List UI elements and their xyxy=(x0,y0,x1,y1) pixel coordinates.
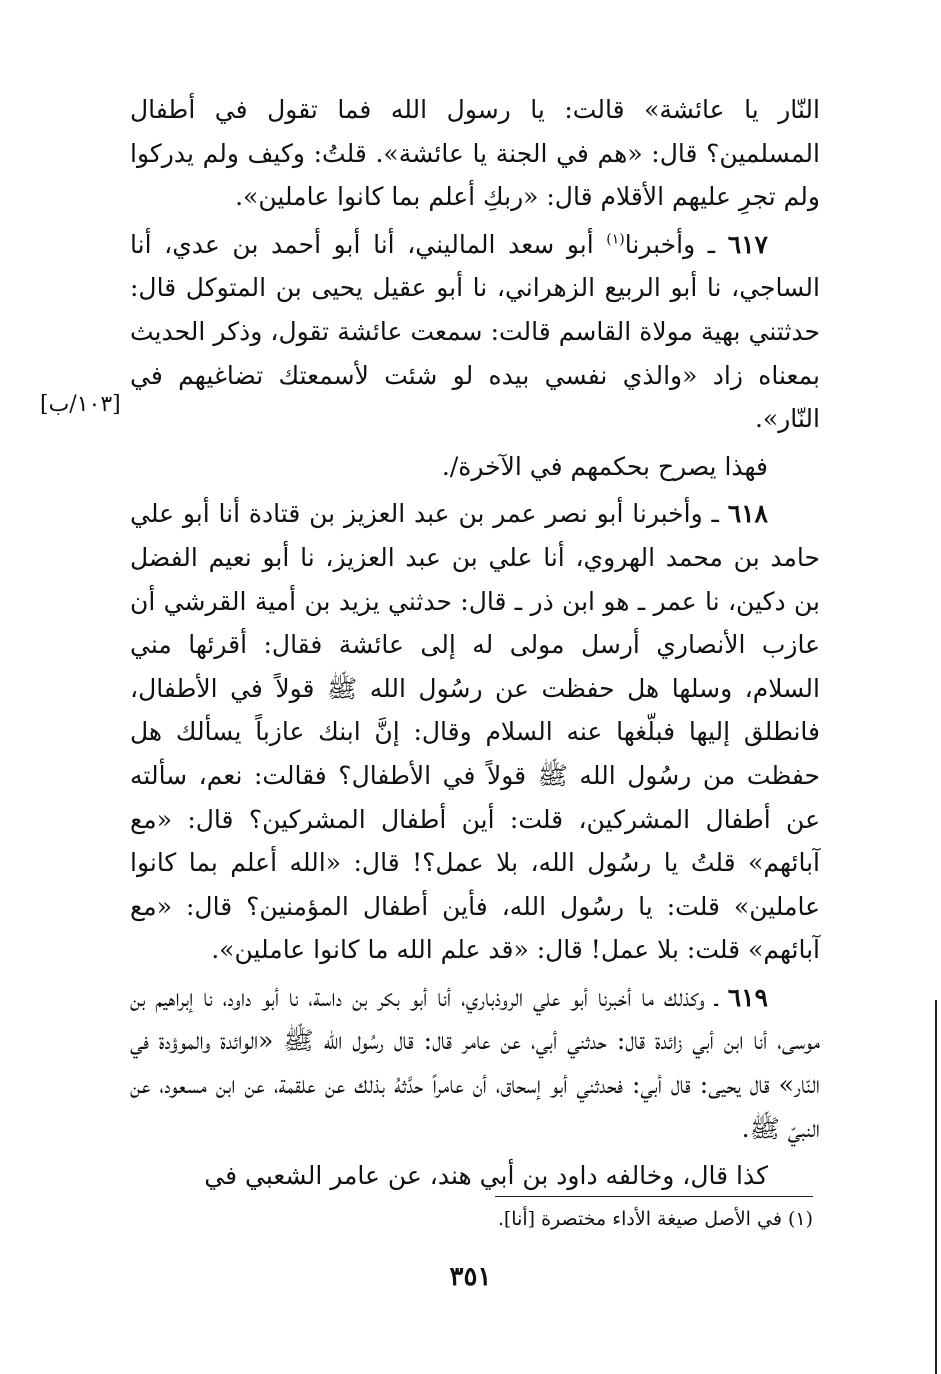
hadith-number: ٦١٩ xyxy=(727,982,768,1012)
paragraph-text: النّار يا عائشة» قالت: يا رسول الله فما تقول في أطفال المسلمين؟ قال: «هم في الجنة يا عائشة». قلتُ: وكيف ولم يدركوا ولم تجرِ عليهم الأقلام قال: «ربكِ أعلم بما كانوا عاملين». xyxy=(130,95,820,212)
paragraph-text-pre: ـ وأخبرنا xyxy=(624,229,728,259)
page-number: ٣٥١ xyxy=(449,1262,492,1292)
paragraph-text: أبو سعد الماليني، أنا أبو أحمد بن عدي، أنا الساجي، نا أبو الربيع الزهراني، نا أبو عقيل يحيى بن المتوكل قال: حدثتني بهية مولاة القاسم قالت: سمعت عائشة تقول، وذكر الحديث بمعناه زاد «والذي نفسي بيده لو شئت لأسمعتك تضاغيهم في النّار». xyxy=(130,229,820,434)
paragraph-continuation xyxy=(130,88,820,219)
paragraph-text: ـ وكذلك ما أخبرنا أبو علي الروذباري، أنا أبو بكر بن داسة، نا أبو داود، نا إبراهيم بن موسى، أنا ابن أبي زائدة قال: حدثني أبي، عن عامر قال: قال رسُول الله ﷺ «الوائدة والموؤدة في النّار» قال يحيى: قال أبي: فحدثني أبو إسحاق، أن عامراً حدَّثهُ بذلك عن علقمة، عن ابن مسعود، عن النبيّ ﷺ. xyxy=(130,982,820,1143)
paragraph-text: ـ وأخبرنا أبو نصر عمر بن عبد العزيز بن قتادة أنا أبو علي حامد بن محمد الهروي، أنا علي بن عبد العزيز، نا أبو نعيم الفضل بن دكين، نا عمر ـ هو ابن ذر ـ قال: حدثني يزيد بن أمية القرشي أن عازب الأنصاري أرسل مولى له إلى عائشة فقال: أقرئها مني السلام، وسلها هل حفظت عن رسُول الله ﷺ قولاً في الأطفال، فانطلق إليها فبلّغها عنه السلام وقال: إنَّ ابنك عازباً يسألك هل حفظت من رسُول الله ﷺ قولاً في الأطفال؟ فقالت: نعم، سألته عن أطفال المشركين، قلت: أين أطفال المشركين؟ قال: «مع آبائهم» قلتُ يا رسُول الله، بلا عمل؟! قال: «الله أعلم بما كانوا عاملين» قلت: يا رسُول الله، فأين أطفال المؤمنين؟ قال: «مع آبائهم» قلت: بلا عمل! قال: «قد علم الله ما كانوا عاملين». xyxy=(130,499,820,965)
paragraph-text: كذا قال، وخالفه داود بن أبي هند، عن عامر الشعبي في xyxy=(204,1161,768,1191)
footnote-marker: (١) xyxy=(606,231,625,248)
hadith-number: ٦١٨ xyxy=(727,499,768,529)
footnote-divider xyxy=(495,1196,813,1197)
footnote: (١) في الأصل صيغة الأداء مختصرة [أنا]. xyxy=(497,1208,813,1230)
manuscript-folio-note: [١٠٣/ب] xyxy=(40,392,121,417)
paragraph-final xyxy=(130,1154,820,1198)
hadith-number: ٦١٧ xyxy=(727,229,768,259)
paragraph-comment xyxy=(130,445,820,489)
paragraph-text: فهذا يصرح بحكمهم في الآخرة/. xyxy=(441,451,768,481)
paragraph-hadith-619 xyxy=(130,976,820,1150)
paragraph-hadith-618 xyxy=(130,492,820,972)
paragraph-hadith-617 xyxy=(130,223,820,441)
page-edge-line xyxy=(935,1000,937,1374)
main-text xyxy=(130,88,820,1198)
